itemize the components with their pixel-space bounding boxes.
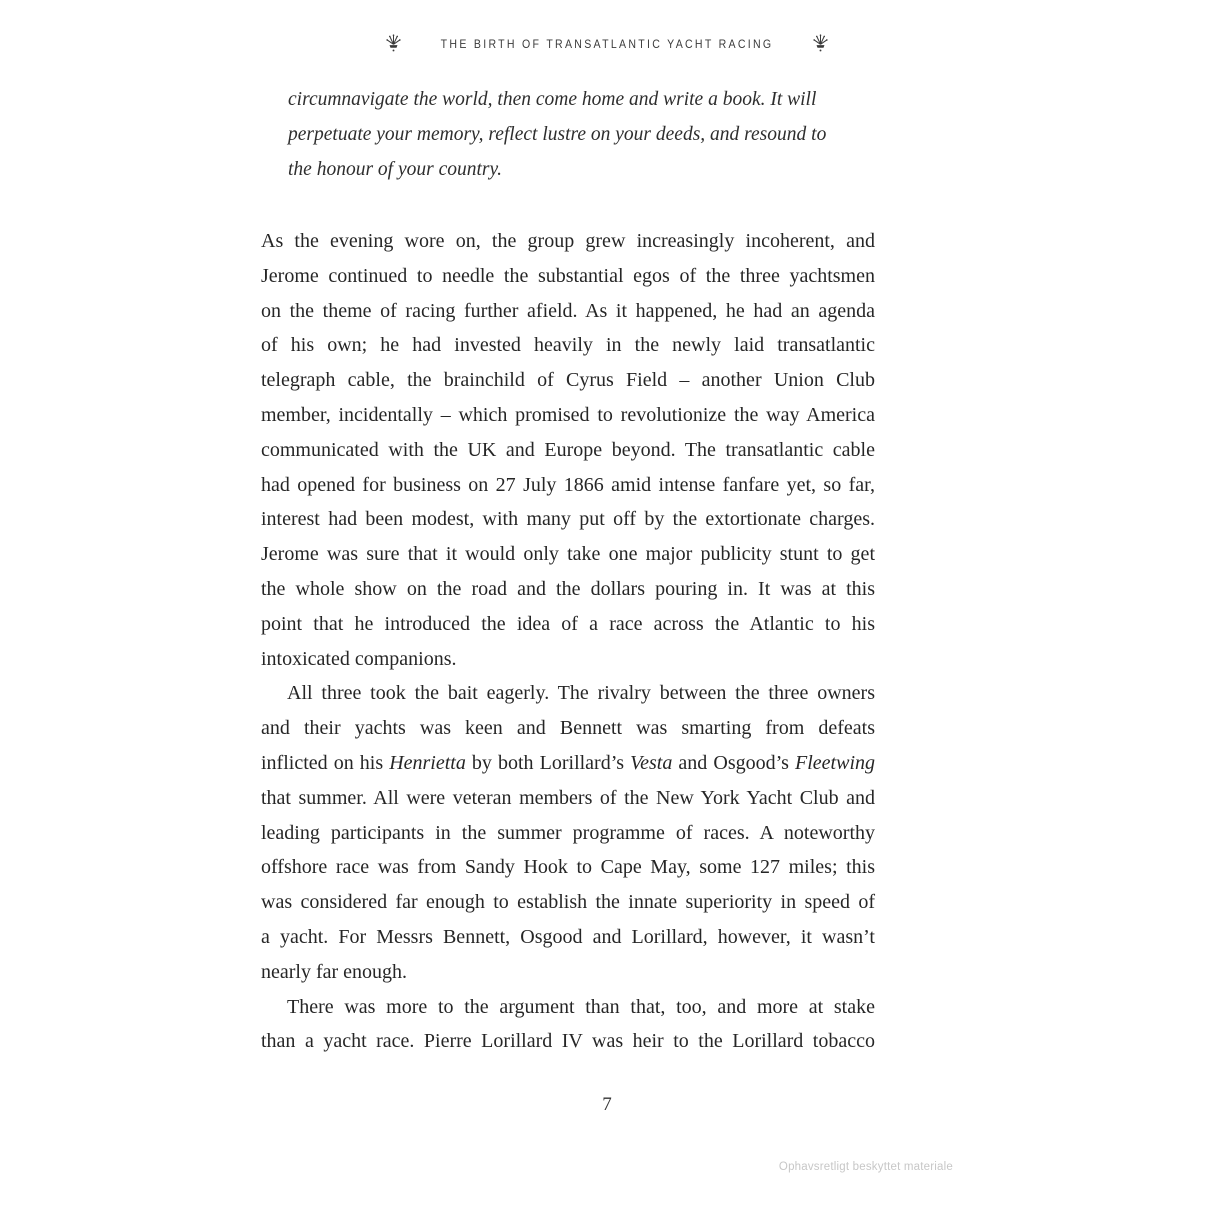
text-line: As the evening wore on, the group grew increasingly incoherent, and xyxy=(261,230,875,252)
text-line: leading participants in the summer programme of races. A noteworthy xyxy=(261,821,875,844)
text-line: inflicted on his Henrietta by both Lorillard’s Vesta and Osgood’s Fleetwing xyxy=(261,751,876,774)
copyright-notice: Ophavsretligt beskyttet materiale xyxy=(778,1161,953,1173)
text-line: There was more to the argument than that, too, and more at stake xyxy=(287,995,875,1018)
quote-line: circumnavigate the world, then come home and write a book. It will xyxy=(288,89,817,110)
text-line: communicated with the UK and Europe beyond. The transatlantic cable xyxy=(261,438,875,461)
text-line: interest had been modest, with many put off by the extortionate charges. xyxy=(261,508,875,531)
chapter-title: THE BIRTH OF TRANSATLANTIC YACHT RACING xyxy=(440,36,774,51)
text-line: Jerome continued to needle the substantial egos of the three yachtsmen xyxy=(261,264,875,287)
crown-icon xyxy=(811,33,830,54)
text-line: of his own; he had invested heavily in the newly laid transatlantic xyxy=(261,334,875,357)
text-line: on the theme of racing further afield. As it happened, he had an agenda xyxy=(261,299,875,322)
quote-line: the honour of your country. xyxy=(288,159,502,180)
text-line: than a yacht race. Pierre Lorillard IV was heir to the Lorillard tobacco xyxy=(261,1030,875,1053)
paragraph xyxy=(261,676,875,989)
running-head xyxy=(0,33,1214,54)
quote-line: perpetuate your memory, reflect lustre on your deeds, and resound to xyxy=(288,124,827,145)
text-line: was considered far enough to establish the innate superiority in speed of xyxy=(261,891,875,914)
text-line: offshore race was from Sandy Hook to Cape May, some 127 miles; this xyxy=(261,856,875,879)
text-line: the whole show on the road and the dollars pouring in. It was at this xyxy=(261,577,875,600)
text-line: Jerome was sure that it would only take one major publicity stunt to get xyxy=(261,543,875,566)
text-line: that summer. All were veteran members of the New York Yacht Club and xyxy=(261,786,875,809)
body-text xyxy=(261,224,875,1059)
text-line: All three took the bait eagerly. The rivalry between the three owners xyxy=(287,682,875,705)
page-number: 7 xyxy=(602,1094,612,1115)
crown-icon xyxy=(384,33,403,54)
paragraph xyxy=(261,990,875,1060)
text-line: a yacht. For Messrs Bennett, Osgood and Lorillard, however, it wasn’t xyxy=(261,925,875,948)
text-line: point that he introduced the idea of a race across the Atlantic to his xyxy=(261,612,875,635)
text-line: had opened for business on 27 July 1866 amid intense fanfare yet, so far, xyxy=(261,473,875,496)
text-line: telegraph cable, the brainchild of Cyrus Field – another Union Club xyxy=(261,369,875,392)
paragraph xyxy=(261,224,875,676)
text-line: and their yachts was keen and Bennett was smarting from defeats xyxy=(261,717,875,740)
text-line: nearly far enough. xyxy=(261,960,408,983)
text-line: member, incidentally – which promised to revolutionize the way America xyxy=(261,403,875,426)
block-quote xyxy=(288,82,863,187)
text-line: intoxicated companions. xyxy=(261,647,457,670)
